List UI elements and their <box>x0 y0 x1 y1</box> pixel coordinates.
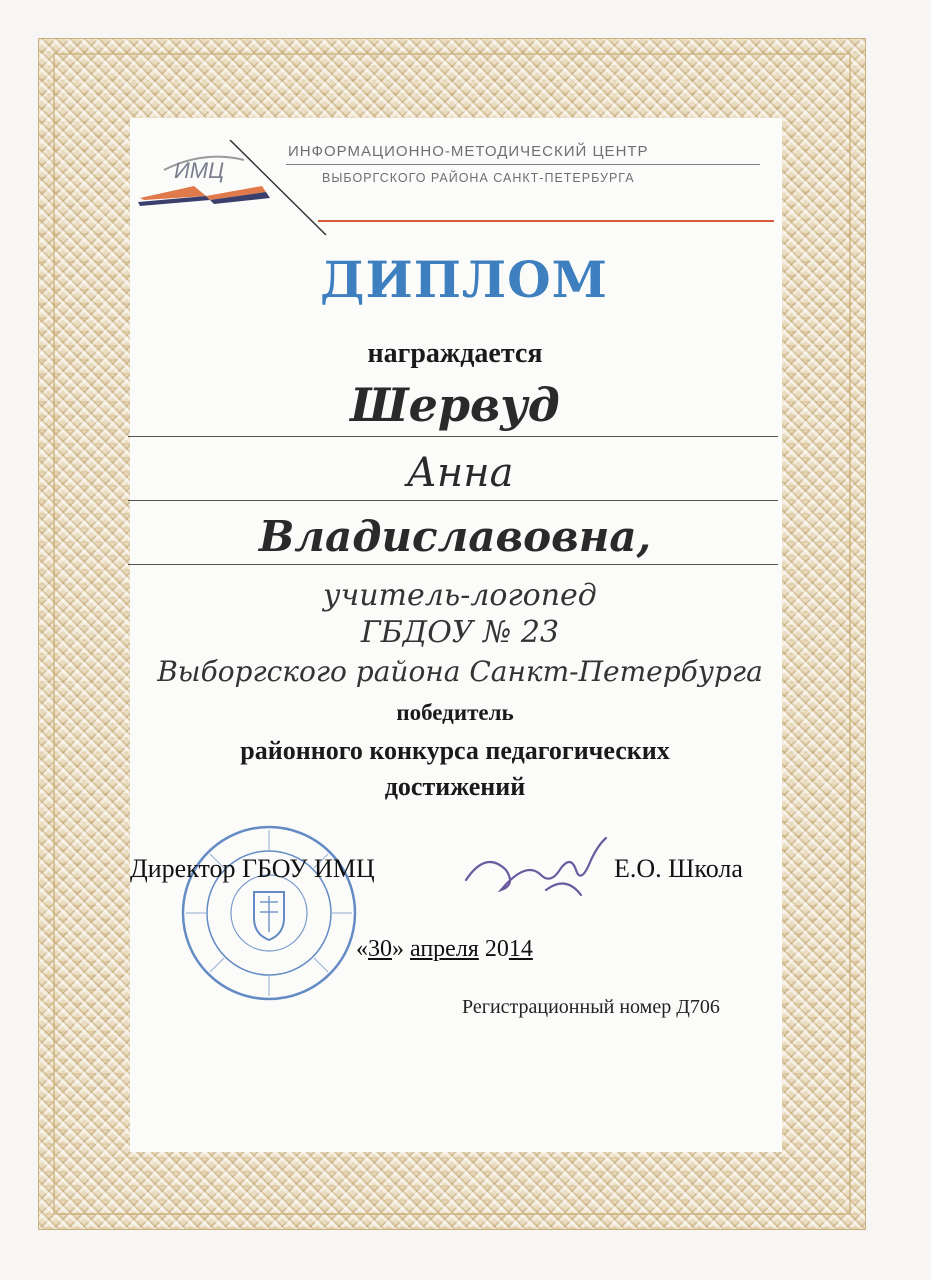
director-name: Е.О. Школа <box>614 854 743 883</box>
diploma-title: ДИПЛОМ <box>320 250 609 309</box>
registration-number: Регистрационный номер Д706 <box>462 996 720 1018</box>
logo-letters: ИМЦ <box>174 158 225 183</box>
contest-name-line2: достижений <box>384 772 526 801</box>
date-month: апреля <box>410 936 479 962</box>
issue-date <box>356 936 533 963</box>
name-underline-1 <box>128 436 778 437</box>
org-name-line1: ИНФОРМАЦИОННО-МЕТОДИЧЕСКИЙ ЦЕНТР <box>288 143 649 160</box>
signature-mark <box>456 830 616 910</box>
district: Выборгского района Санкт-Петербурга <box>157 655 763 688</box>
date-open-quote: « <box>356 936 368 962</box>
institution: ГБДОУ № 23 <box>360 615 560 650</box>
date-close-quote: » <box>392 936 404 962</box>
header-accent-rule <box>318 220 774 222</box>
winner-label: победитель <box>396 700 514 725</box>
name-underline-3 <box>128 564 778 565</box>
header-rule <box>286 164 760 165</box>
org-name-line2: ВЫБОРГСКОГО РАЙОНА САНКТ-ПЕТЕРБУРГА <box>322 171 635 185</box>
surname: Шервуд <box>350 378 560 432</box>
contest-name-line1: районного конкурса педагогических <box>240 736 670 765</box>
official-seal-icon <box>178 822 360 1004</box>
awarded-label: награждается <box>367 338 543 369</box>
first-name: Анна <box>406 450 514 496</box>
date-year-suffix: 14 <box>508 936 533 962</box>
patronymic: Владиславовна, <box>258 512 652 561</box>
name-underline-2 <box>128 500 778 501</box>
position-title: учитель-логопед <box>323 578 597 613</box>
date-year-prefix: 20 <box>484 936 509 962</box>
director-label: Директор ГБОУ ИМЦ <box>130 854 375 883</box>
date-day: 30 <box>368 936 392 962</box>
